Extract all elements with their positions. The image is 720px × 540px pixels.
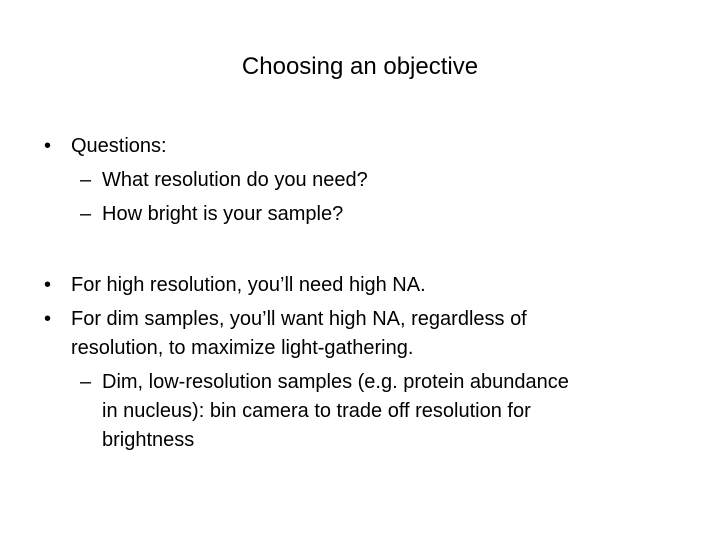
point-text: For high resolution, you’ll need high NA. (71, 274, 426, 296)
question-item: How bright is your sample? (102, 203, 344, 225)
point-text: For dim samples, you’ll want high NA, regardless of (71, 308, 527, 330)
slide-title: Choosing an objective (241, 53, 479, 80)
dash-marker: – (80, 203, 92, 225)
point-text: resolution, to maximize light-gathering. (71, 337, 414, 359)
sub-point-text: in nucleus): bin camera to trade off resolution for (102, 400, 531, 422)
bullet-marker: • (44, 135, 52, 157)
sub-point-text: Dim, low-resolution samples (e.g. protein abundance (102, 371, 569, 393)
bullet-marker: • (44, 274, 52, 296)
dash-marker: – (80, 169, 92, 191)
dash-marker: – (80, 371, 92, 393)
question-item: What resolution do you need? (102, 169, 368, 191)
bullet-marker: • (44, 308, 52, 330)
sub-point-text: brightness (102, 429, 195, 451)
questions-label: Questions: (71, 135, 167, 157)
